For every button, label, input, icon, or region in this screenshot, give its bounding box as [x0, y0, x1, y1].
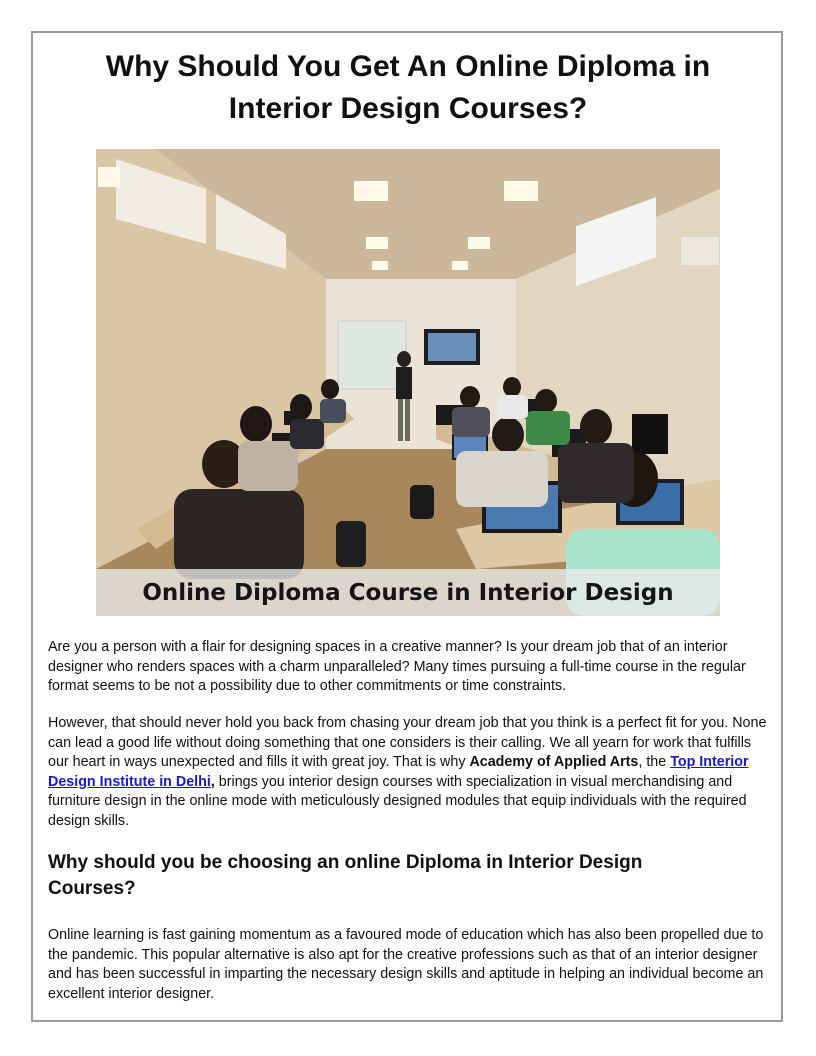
paragraph-text: , the — [638, 754, 671, 771]
page-title — [40, 46, 776, 130]
paragraph-text: brings you interior design courses with specialization in visual merchandising and furniture design in the online mode with meticulously designed modules that equip individuals with the required design skills. — [48, 773, 747, 829]
academy-name: Academy of Applied Arts — [469, 754, 639, 771]
image-caption: Online Diploma Course in Interior Design — [142, 579, 674, 606]
classroom-photo — [96, 149, 720, 616]
heading-line-2: Courses? — [48, 878, 136, 899]
title-line-2: Interior Design Courses? — [228, 92, 588, 125]
online-learning-paragraph: Online learning is fast gaining momentum as a favoured mode of education which has also been propelled due to the pandemic. This popular alternative is also apt for the creative professions such as that of an interior designer and has been successful in imparting the necessary design skills and aptitude in helping an individual become an excellent interior designer. — [48, 927, 764, 1002]
intro-paragraph: Are you a person with a flair for designing spaces in a creative manner? Is your dream job that of an interior designer who renders spaces with a charm unparalleled? Many times pursuing a full-time course in the regular format seems to be not a possibility due to other commitments or time constraints. — [48, 639, 746, 695]
body-paragraph — [48, 714, 770, 832]
title-line-1: Why Should You Get An Online Diploma in — [105, 50, 711, 83]
paragraph-text: However, that should never hold you back from chasing your dream job that you think is a perfect fit for you. None can lead a good life without doing something that one considers is their calling. We all yearn for work that fulfills our heart in ways unexpected and fills it with great joy. That is why — [48, 715, 767, 771]
image-caption-bar — [96, 569, 720, 616]
classroom-illustration — [96, 149, 720, 616]
section-heading — [48, 850, 748, 902]
institute-link[interactable]: Top Interior Design Institute in Delhi — [48, 754, 749, 790]
paragraph-punctuation: , — [210, 773, 215, 790]
heading-line-1: Why should you be choosing an online Diploma in Interior Design — [48, 852, 643, 873]
